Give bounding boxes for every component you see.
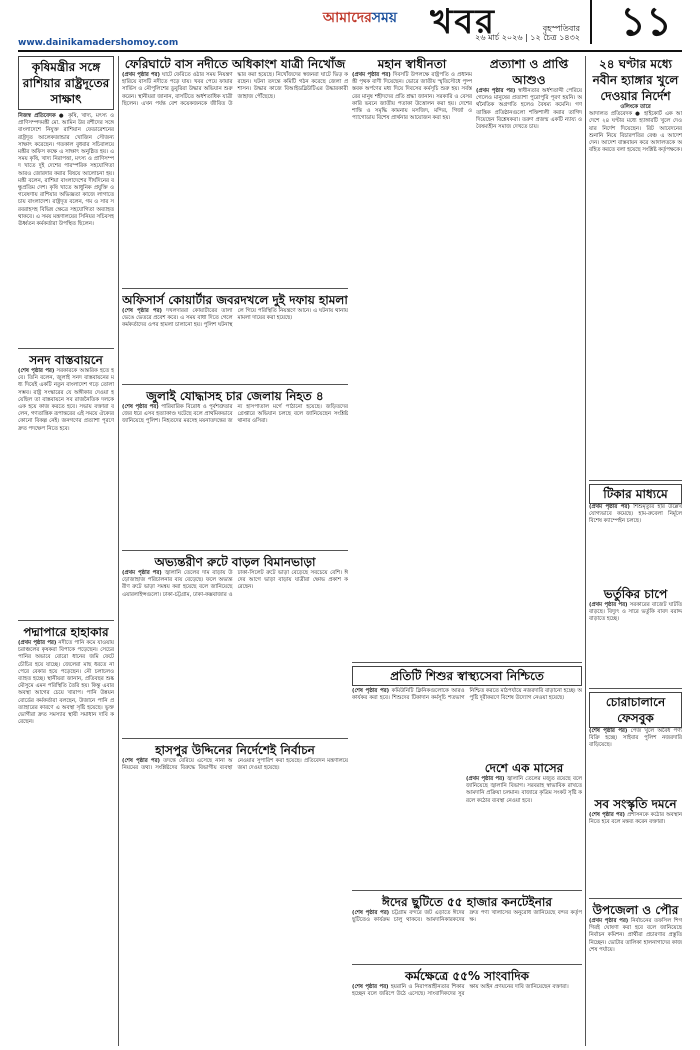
article-a18 [589, 692, 682, 792]
date-label: ২৬ মার্চ ২০২৬ | ১২ চৈত্র ১৪৩২ [475, 33, 580, 42]
article-a12 [352, 894, 582, 962]
article-a10 [352, 666, 582, 756]
byline: (শেষ পৃষ্ঠার পর) [18, 368, 55, 374]
article-body: সরকারকে আন্তরিক হতে হবে। তিনি বলেন, জুলাই সনদ বাস্তবায়নের মধ্য দিয়েই একটি নতুন বাংলাদেশ গড়ে তোলা সম্ভব। রাষ্ট্র সংস্কারের যে অঙ্গীকার দেওয়া হয়েছিল তা বাস্তবায়নে সব রাজনৈতিক দলকে এক হয়ে কাজ করতে হবে। সভায় বক্তারা বলেন, গণতান্ত্রিক রূপান্তরের এই সময়ে ঐক্যের কোনো বিকল্প নেই। জনগণের প্রত্যাশা পূরণে দ্রুত পদক্ষেপ নিতে হবে। [18, 368, 114, 432]
byline: (শেষ পৃষ্ঠার পর) [589, 812, 626, 818]
byline: (শেষ পৃষ্ঠার পর) [352, 910, 390, 916]
article-body: দিবসটি উপলক্ষে রাষ্ট্রপতি ও প্রধানমন্ত্রী পৃথক বাণী দিয়েছেন। ভোরে জাতীয় স্মৃতিসৌধে পুষ্পস্তবক অর্পণের মধ্য দিয়ে দিবসের কর্মসূচি শুরু হয়। সর্বস্তরের মানুষ শহীদদের প্রতি শ্রদ্ধা জানান। সরকারি ও বেসরকারি ভবনে জাতীয় পতাকা উত্তোলন করা হয়। দেশের শান্তি ও সমৃদ্ধি কামনায় মসজিদ, মন্দির, গির্জা ও প্যাগোডায় বিশেষ প্রার্থনার আয়োজন করা হয়। [352, 72, 472, 122]
byline: (শেষ পৃষ্ঠার পর) [589, 728, 628, 734]
article-body: তদন্তে বেরিয়ে এসেছে নানা অনিয়মের তথ্য। সংশ্লিষ্টদের বিরুদ্ধে বিভাগীয় ব্যবস্থা নেওয়ার সুপারিশ করা হয়েছে। প্রতিবেদন মন্ত্রণালয়ে জমা দেওয়া হয়েছে। [122, 758, 348, 772]
article-a5 [122, 292, 348, 382]
article-body: জ্বালানি তেলের দাম বাড়ায় উড়োজাহাজ পরিচালনার ব্যয় বেড়েছে। ফলে অভ্যন্তরীণ রুটে ভাড়া সমন্বয় করা হয়েছে বলে জানিয়েছে এয়ারলাইন্সগুলো। ঢাকা-চট্টগ্রাম, ঢাকা-কক্সবাজার ও ঢাকা-সিলেট রুটে ভাড়া বেড়েছে সবচেয়ে বেশি। ঈদের আগে ভাড়া বাড়ায় যাত্রীরা ক্ষোভ প্রকাশ করেছেন। [122, 570, 348, 598]
headline: কৃষিমন্ত্রীর সঙ্গে রাশিয়ার রাষ্ট্রদূতের সাক্ষাৎ [18, 56, 114, 110]
website-link[interactable]: www.dainikamadershomoy.com [18, 38, 179, 48]
divider [122, 288, 348, 289]
divider [122, 550, 348, 551]
article-a13 [352, 968, 582, 1046]
headline: হাসপুর উদ্দিনের নির্দেশেই নির্বাচন [155, 743, 315, 757]
headline: সব সংস্কৃতি দমনে [594, 797, 677, 811]
article-body: কমিউনিটি ক্লিনিকগুলোকে আরও কার্যকর করা হবে। শিশুদের টিকাদান কর্মসূচি শতভাগ নিশ্চিত করতে মাঠপর্যায়ে নজরদারি বাড়ানো হচ্ছে। অপুষ্টি দূরীকরণে বিশেষ উদ্যোগ নেওয়া হয়েছে। [352, 688, 582, 702]
headline: কর্মক্ষেত্রে ৫৫% সাংবাদিক [404, 969, 530, 983]
article-body: স্বাধীনতার অর্ধশতাব্দী পেরিয়ে গেলেও মানুষের প্রত্যাশা পুরোপুরি পূরণ হয়নি। অর্থনৈতিক অগ্রগতি হলেও বৈষম্য কমেনি। গণতান্ত্রিক প্রতিষ্ঠানগুলো শক্তিশালী করার তাগিদ দিয়েছেন বিশ্লেষকরা। তরুণ প্রজন্ম একটি ন্যায্য ও বৈষম্যহীন সমাজ দেখতে চায়। [476, 88, 582, 131]
headline: প্রত্যাশা ও প্রাপ্তি আশুও [489, 57, 569, 87]
byline: (প্রথম পৃষ্ঠার পর) [18, 640, 57, 646]
column-divider [118, 56, 119, 1046]
headline: পদ্মাপারে হাহাকার [23, 625, 109, 639]
byline: (প্রথম পৃষ্ঠার পর) [589, 918, 629, 924]
headline: দেশে এক মাসের [484, 761, 564, 775]
byline: (প্রথম পৃষ্ঠার পর) [352, 72, 391, 78]
page-number: ১১ [590, 0, 700, 44]
article-a15 [589, 56, 682, 476]
headline: প্রতিটি শিশুর স্বাস্থ্যসেবা নিশ্চিতে [352, 666, 582, 686]
article-body: শিশুমৃত্যুর হার উল্লেখযোগ্যভাবে কমেছে। হাম-রুবেলা নির্মূলে বিশেষ ক্যাম্পেইন চলছে। [589, 504, 682, 525]
article-body: জ্বালানি তেলের মজুত রয়েছে বলে জানিয়েছে জ্বালানি বিভাগ। সরবরাহ স্বাভাবিক রাখতে আমদানি প্রক্রিয়া চলমান। বাজারে কৃত্রিম সংকট সৃষ্টি করলে কঠোর ব্যবস্থা নেওয়া হবে। [466, 776, 582, 804]
article-body: পারিবারিক বিরোধ ও পূর্বশত্রুতার জের ধরে এসব হত্যাকাণ্ড ঘটেছে বলে প্রাথমিকভাবে জানিয়েছে পুলিশ। নিহতদের মরদেহ ময়নাতদন্তের জন্য হাসপাতাল মর্গে পাঠানো হয়েছে। জড়িতদের গ্রেপ্তারে অভিযান চলছে বলে জানিয়েছেন সংশ্লিষ্ট থানার ওসিরা। [122, 404, 348, 425]
column-divider [585, 56, 586, 1046]
byline: (শেষ পৃষ্ঠার পর) [352, 984, 389, 990]
byline: (প্রথম পৃষ্ঠার পর) [122, 72, 160, 78]
article-a17 [589, 586, 682, 686]
article-body: হয়রানি ও নিরাপত্তাহীনতার শিকার হচ্ছেন বলে জরিপে উঠে এসেছে। সাংবাদিকদের সুরক্ষায় আইন প্রণয়নের দাবি জানিয়েছেন বক্তারা। [352, 984, 569, 998]
divider [589, 898, 682, 899]
divider [122, 738, 348, 739]
article-body: আদালত প্রতিবেদক ● হাইকোর্ট এক আদেশে ২৪ ঘণ্টার মধ্যে হ্যাঙ্গারটি খুলে দেওয়ার নির্দেশ দিয়েছেন। রিট আবেদনের শুনানি নিয়ে বিচারপতির বেঞ্চ এ আদেশ দেন। আদেশ বাস্তবায়ন করে আদালতকে অবহিত করতে বলা হয়েছে সংশ্লিষ্ট কর্তৃপক্ষকে। [589, 111, 682, 154]
byline: (প্রথম পৃষ্ঠার পর) [466, 776, 505, 782]
article-a2 [18, 352, 114, 618]
headline: জুলাই যোদ্ধাসহ চার জেলায় নিহত ৪ [146, 389, 324, 403]
divider [589, 480, 682, 481]
divider [352, 964, 582, 965]
section-title: খবর [430, 2, 496, 42]
headline: ফেরিঘাটে বাস নদীতে অধিকাংশ যাত্রী নিখোঁজ [124, 57, 346, 71]
headline: ২৪ ঘণ্টার মধ্যে নবীন হ্যাঙ্গার খুলে দেওয়ার নির্দেশ [592, 57, 679, 103]
article-a3 [18, 624, 114, 1044]
article-a4 [122, 56, 348, 284]
headline: মহান স্বাধীনতা [377, 57, 447, 71]
article-body: সরকারের বাজেট ঘাটতি বাড়ছে। বিদ্যুৎ ও সারে ভর্তুকি বাবদ বরাদ্দ বাড়াতে হচ্ছে। [589, 602, 682, 623]
byline: (প্রথম পৃষ্ঠার পর) [589, 504, 630, 510]
article-body: ঘাটে ফেরিতে ওঠার সময় নিয়ন্ত্রণ হারিয়ে বাসটি নদীতে পড়ে যায়। খবর পেয়ে ফায়ার সার্ভিস ও নৌপুলিশের ডুবুরিরা উদ্ধার অভিযান শুরু করেন। স্থানীয়রা জানান, বাসটিতে অর্ধশতাধিক যাত্রী ছিলেন। এখন পর্যন্ত বেশ কয়েকজনকে জীবিত উদ্ধার করা হয়েছে। নিখোঁজদের স্বজনরা ঘাটে ভিড় করছেন। ঘটনা তদন্তে কমিটি গঠন করেছে জেলা প্রশাসন। উদ্ধার কাজে বিআইডব্লিউটিএর উদ্ধারকারী জাহাজ পৌঁছেছে। [122, 72, 348, 107]
article-body: প্রশাসনকে কঠোর অবস্থান নিতে হবে বলে মন্তব্য করেন বক্তারা। [589, 812, 682, 826]
article-body: দখলদাররা কোয়ার্টারের তালা ভেঙে ভেতরে প্রবেশ করে। এ সময় বাধা দিতে গেলে কর্মকর্তাদের ওপর হামলা চালানো হয়। পুলিশ ঘটনাস্থলে গিয়ে পরিস্থিতি নিয়ন্ত্রণে আনে। এ ঘটনায় থানায় মামলা দায়ের করা হয়েছে। [122, 308, 348, 329]
logo-part-2: সময় [371, 10, 398, 26]
byline: (শেষ পৃষ্ঠার পর) [352, 688, 390, 694]
article-body: নদীতে পানি কমে যাওয়ায় চরাঞ্চলের কৃষকরা বিপাকে পড়েছেন। সেচের পানির অভাবে বোরো ধানের জমি ফেটে চৌচির হয়ে যাচ্ছে। জেলেরা মাছ ধরতে না পেরে বেকার হয়ে পড়েছেন। নৌ চলাচলও ব্যাহত হচ্ছে। স্থানীয়রা জানান, প্রতিবছর শুষ্ক মৌসুমে এমন পরিস্থিতি তৈরি হয়। কিন্তু এবার অবস্থা আগের চেয়ে খারাপ। পানি উন্নয়ন বোর্ডের কর্মকর্তারা বলছেন, উজানে পানি প্রত্যাহারের কারণে এ অবস্থা সৃষ্টি হয়েছে। ভুক্তভোগীরা দ্রুত সমস্যার স্থায়ী সমাধান দাবি করেছেন। [18, 640, 114, 726]
byline: (প্রথম পৃষ্ঠার পর) [122, 570, 162, 576]
headline: ঈদের ছুটিতে ৫৫ হাজার কনটেইনার [382, 895, 552, 909]
byline: নিজস্ব প্রতিবেদক ● [18, 113, 66, 119]
divider [352, 890, 582, 891]
article-body: কৃষি, খাদ্য, মৎস্য ও প্রাণিসম্পদমন্ত্রী মো. আমিন উর রশীদের সঙ্গে বাংলাদেশে নিযুক্ত রাশিয়ান ফেডারেশনের রাষ্ট্রদূত আলেকজান্ডার খোজিন সৌজন্য সাক্ষাৎ করেছেন। গতকাল বুধবার সচিবালয়ে মন্ত্রীর অফিস কক্ষে এ সাক্ষাৎ অনুষ্ঠিত হয়। এ সময় কৃষি, খাদ্য নিরাপত্তা, মৎস্য ও প্রাণিসম্পদ খাতে দুই দেশের পারস্পরিক সহযোগিতা আরও জোরদার করার বিষয়ে আলোচনা হয়। মন্ত্রী বলেন, রাশিয়া বাংলাদেশের দীর্ঘদিনের বন্ধুপ্রতিম দেশ। কৃষি খাতে আধুনিক প্রযুক্তি ও গবেষণায় রাশিয়ার অভিজ্ঞতা কাজে লাগাতে চায় বাংলাদেশ। রাষ্ট্রদূত বলেন, গম ও সার সরবরাহসহ বিভিন্ন ক্ষেত্রে সহযোগিতা অব্যাহত থাকবে। এ সময় মন্ত্রণালয়ের সিনিয়র সচিবসহ ঊর্ধ্বতন কর্মকর্তারা উপস্থিত ছিলেন। [18, 113, 114, 228]
byline: (শেষ পৃষ্ঠার পর) [122, 758, 161, 764]
byline: (প্রথম পৃষ্ঠার পর) [589, 602, 628, 608]
article-a16 [589, 484, 682, 584]
logo-part-1: আমাদের [322, 10, 372, 26]
article-body: চট্টগ্রাম বন্দরে জট এড়াতে ঈদের ছুটিতেও কার্যক্রম চালু থাকবে। আমদানিকারকদের দ্রুত পণ্য খালাসের অনুরোধ জানিয়েছে বন্দর কর্তৃপক্ষ। [352, 910, 582, 924]
divider [18, 348, 114, 349]
article-a20 [589, 902, 682, 1046]
article-a7 [122, 554, 348, 736]
article-body: পেজ খুলে অবৈধ পণ্য বিক্রি হচ্ছে। সাইবার পুলিশ নজরদারি বাড়িয়েছে। [589, 728, 682, 749]
headline: উপজেলা ও পৌর [592, 903, 679, 917]
article-a11 [466, 760, 582, 888]
headline: টিকার মাধ্যমে [589, 484, 682, 504]
byline: ওলিংকে তারে [620, 104, 651, 110]
divider [352, 662, 582, 663]
byline: (শেষ পৃষ্ঠার পর) [122, 308, 163, 314]
headline: চোরাচালানে ফেসবুক [589, 692, 682, 728]
article-a14 [122, 742, 348, 1046]
article-a19 [589, 796, 682, 896]
article-body: নির্বাচনের তফসিল শিগগিরই ঘোষণা করা হবে বলে জানিয়েছে নির্বাচন কমিশন। প্রার্থীরা প্রচারণার প্রস্তুতি নিচ্ছেন। ভোটার তালিকা হালনাগাদের কাজ শেষ পর্যায়ে। [589, 918, 682, 953]
masthead-rule [18, 50, 682, 52]
divider [589, 688, 682, 689]
headline: অফিসার্স কোয়ার্টার জবরদখলে দুই দফায় হামলা [122, 293, 348, 307]
article-a9 [476, 56, 582, 660]
headline: সনদ বাস্তবায়নে [29, 353, 103, 367]
divider [122, 384, 348, 385]
day-label: বৃহস্পতিবার [542, 24, 580, 33]
headline: অভ্যন্তরীণ রুটে বাড়ল বিমানভাড়া [154, 555, 316, 569]
headline: ভর্তুকির চাপে [603, 587, 668, 601]
article-a8 [352, 56, 472, 660]
byline: (শেষ পৃষ্ঠার পর) [122, 404, 159, 410]
byline: (প্রথম পৃষ্ঠার পর) [476, 88, 516, 94]
article-a6 [122, 388, 348, 546]
article-a1 [18, 56, 114, 346]
divider [18, 620, 114, 621]
